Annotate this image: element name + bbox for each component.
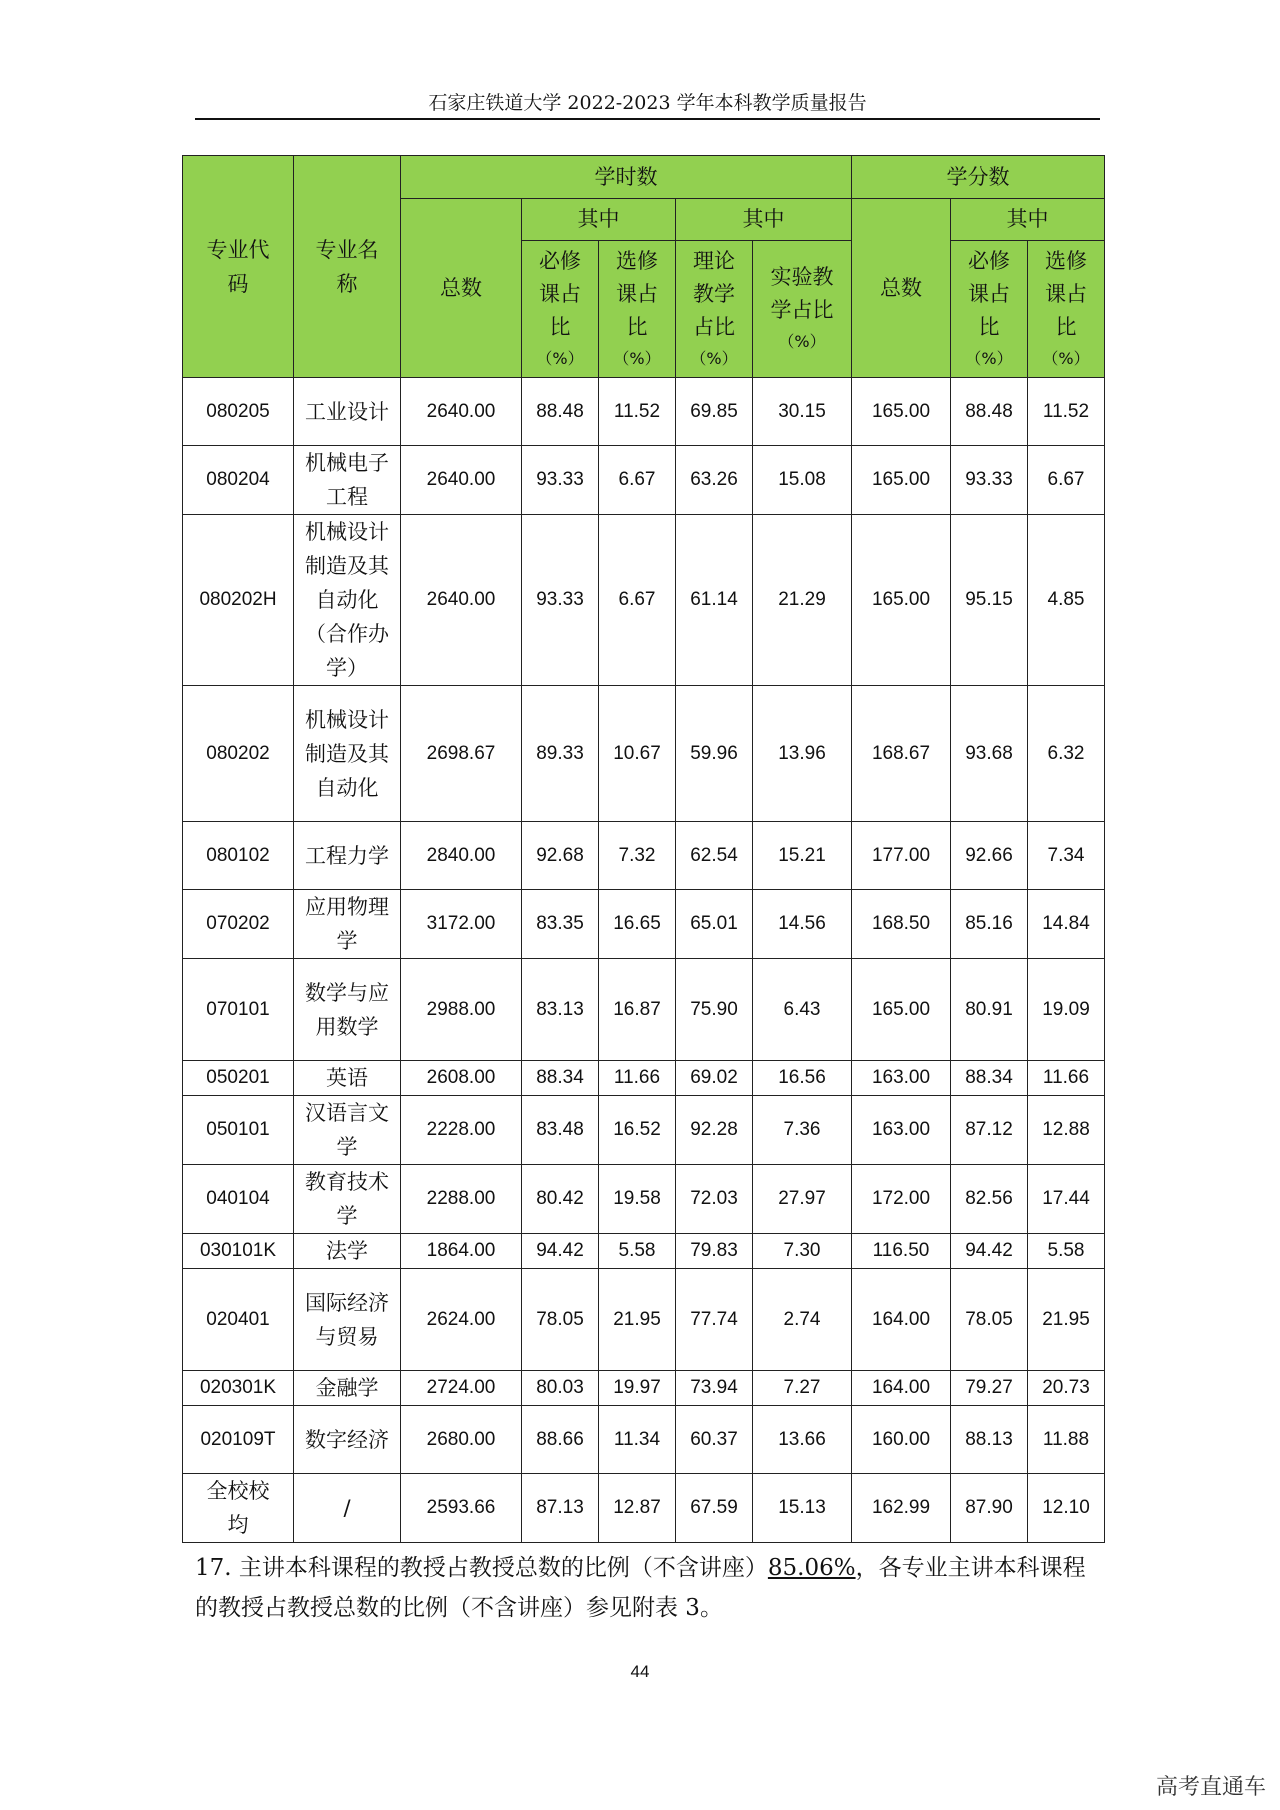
cell-c-req: 82.56 [951,1165,1028,1234]
cell-c-req: 94.42 [951,1234,1028,1269]
cell-h-req: 87.13 [522,1474,599,1543]
cell-h-req: 80.03 [522,1371,599,1406]
cell-name: 英语 [294,1061,401,1096]
cell-exp: 13.96 [753,686,852,822]
cell-h-ele: 19.58 [599,1165,676,1234]
cell-exp: 30.15 [753,378,852,446]
table-row [183,378,1105,446]
cell-h-ele: 16.87 [599,959,676,1061]
cell-theory: 59.96 [676,686,753,822]
cell-h-ele: 11.66 [599,1061,676,1096]
cell-name: 机械电子工程 [294,446,401,515]
cell-theory: 75.90 [676,959,753,1061]
cell-c-ele: 11.88 [1028,1406,1105,1474]
header-credits-required: 必修课占比 （%） [951,241,1028,378]
cell-theory: 67.59 [676,1474,753,1543]
table-row [183,515,1105,686]
header-divider [195,118,1100,120]
cell-c-total: 168.67 [852,686,951,822]
cell-theory: 61.14 [676,515,753,686]
table-row [183,1371,1105,1406]
cell-name: 数字经济 [294,1406,401,1474]
cell-theory: 62.54 [676,822,753,890]
cell-h-ele: 7.32 [599,822,676,890]
cell-c-total: 116.50 [852,1234,951,1269]
cell-h-req: 89.33 [522,686,599,822]
cell-c-ele: 4.85 [1028,515,1105,686]
cell-name: 教育技术学 [294,1165,401,1234]
cell-code: 020301K [183,1371,294,1406]
cell-code: 050101 [183,1096,294,1165]
cell-c-total: 164.00 [852,1269,951,1371]
report-header: 石家庄铁道大学 2022-2023 学年本科教学质量报告 [428,92,867,114]
cell-theory: 72.03 [676,1165,753,1234]
cell-theory: 60.37 [676,1406,753,1474]
cell-c-req: 80.91 [951,959,1028,1061]
header-code: 专业代码 [183,156,294,378]
cell-theory: 63.26 [676,446,753,515]
cell-h-total: 2698.67 [401,686,522,822]
paragraph-17 [195,1548,1105,1628]
cell-exp: 27.97 [753,1165,852,1234]
table-row [183,1096,1105,1165]
header-credits-elective: 选修课占比 （%） [1028,241,1105,378]
cell-h-ele: 5.58 [599,1234,676,1269]
cell-h-total: 1864.00 [401,1234,522,1269]
cell-code: 080205 [183,378,294,446]
cell-c-ele: 7.34 [1028,822,1105,890]
cell-name: 应用物理学 [294,890,401,959]
cell-h-ele: 11.52 [599,378,676,446]
cell-h-ele: 6.67 [599,446,676,515]
header-hours-elective: 选修课占比 （%） [599,241,676,378]
cell-c-total: 163.00 [852,1096,951,1165]
cell-c-req: 92.66 [951,822,1028,890]
cell-code: 020109T [183,1406,294,1474]
cell-c-req: 87.12 [951,1096,1028,1165]
cell-c-total: 172.00 [852,1165,951,1234]
cell-h-total: 2624.00 [401,1269,522,1371]
page-number: 44 [630,1662,650,1681]
table-row [183,446,1105,515]
cell-name: 机械设计制造及其自动化 [294,686,401,822]
table-row [183,1474,1105,1543]
cell-c-req: 79.27 [951,1371,1028,1406]
cell-theory: 79.83 [676,1234,753,1269]
cell-exp: 21.29 [753,515,852,686]
cell-exp: 13.66 [753,1406,852,1474]
table-row [183,890,1105,959]
header-credits-of-which: 其中 [951,199,1105,241]
cell-c-req: 88.48 [951,378,1028,446]
cell-h-ele: 16.65 [599,890,676,959]
cell-code: 030101K [183,1234,294,1269]
cell-c-req: 93.68 [951,686,1028,822]
cell-theory: 65.01 [676,890,753,959]
cell-c-req: 88.13 [951,1406,1028,1474]
cell-c-total: 168.50 [852,890,951,959]
cell-name: 工程力学 [294,822,401,890]
cell-exp: 6.43 [753,959,852,1061]
table-row [183,686,1105,822]
cell-c-ele: 17.44 [1028,1165,1105,1234]
cell-c-ele: 5.58 [1028,1234,1105,1269]
cell-h-total: 2640.00 [401,515,522,686]
cell-h-req: 92.68 [522,822,599,890]
cell-c-ele: 12.10 [1028,1474,1105,1543]
header-hours-of-which-2: 其中 [676,199,852,241]
cell-exp: 2.74 [753,1269,852,1371]
cell-c-ele: 6.32 [1028,686,1105,822]
cell-h-total: 2608.00 [401,1061,522,1096]
cell-c-total: 165.00 [852,515,951,686]
cell-c-total: 165.00 [852,446,951,515]
paragraph-prefix: 17. 主讲本科课程的教授占教授总数的比例（不含讲座） [195,1555,768,1581]
header-experiment: 实验教学占比 （%） [753,241,852,378]
paragraph-suffix: ，各专业主讲本科课程的教授占教授总数的比例（不含讲座）参见附表 3。 [195,1555,1086,1621]
cell-h-req: 83.48 [522,1096,599,1165]
paragraph-value: 85.06% [767,1555,856,1581]
header-hours-of-which-1: 其中 [522,199,676,241]
cell-h-ele: 11.34 [599,1406,676,1474]
cell-h-ele: 10.67 [599,686,676,822]
cell-theory: 69.85 [676,378,753,446]
cell-name: 汉语言文学 [294,1096,401,1165]
cell-h-total: 2593.66 [401,1474,522,1543]
table-row [183,959,1105,1061]
cell-h-total: 2724.00 [401,1371,522,1406]
cell-h-total: 3172.00 [401,890,522,959]
table-row [183,822,1105,890]
cell-h-ele: 19.97 [599,1371,676,1406]
header-hours-total: 总数 [401,199,522,378]
cell-name: 工业设计 [294,378,401,446]
cell-h-req: 88.66 [522,1406,599,1474]
cell-c-total: 162.99 [852,1474,951,1543]
cell-c-total: 165.00 [852,378,951,446]
cell-code: 080202H [183,515,294,686]
cell-h-ele: 12.87 [599,1474,676,1543]
cell-c-total: 177.00 [852,822,951,890]
cell-c-ele: 11.52 [1028,378,1105,446]
cell-h-req: 78.05 [522,1269,599,1371]
header-theory: 理论教学占比 （%） [676,241,753,378]
cell-exp: 7.36 [753,1096,852,1165]
cell-h-total: 2228.00 [401,1096,522,1165]
header-credits-group: 学分数 [852,156,1105,199]
cell-h-total: 2840.00 [401,822,522,890]
cell-code: 040104 [183,1165,294,1234]
cell-code: 070101 [183,959,294,1061]
cell-name: 机械设计制造及其自动化（合作办学） [294,515,401,686]
cell-h-req: 88.48 [522,378,599,446]
table-row [183,1406,1105,1474]
cell-h-ele: 6.67 [599,515,676,686]
cell-name: 数学与应用数学 [294,959,401,1061]
table-row [183,1234,1105,1269]
cell-c-ele: 6.67 [1028,446,1105,515]
cell-exp: 15.08 [753,446,852,515]
cell-h-total: 2640.00 [401,446,522,515]
header-hours-required: 必修课占比 （%） [522,241,599,378]
table-row [183,1165,1105,1234]
cell-c-total: 165.00 [852,959,951,1061]
cell-name: 法学 [294,1234,401,1269]
cell-h-req: 83.35 [522,890,599,959]
cell-h-total: 2680.00 [401,1406,522,1474]
cell-h-ele: 21.95 [599,1269,676,1371]
cell-h-req: 83.13 [522,959,599,1061]
cell-c-total: 160.00 [852,1406,951,1474]
header-hours-group: 学时数 [401,156,852,199]
cell-c-ele: 19.09 [1028,959,1105,1061]
cell-c-ele: 12.88 [1028,1096,1105,1165]
header-name: 专业名称 [294,156,401,378]
cell-exp: 15.21 [753,822,852,890]
cell-h-req: 88.34 [522,1061,599,1096]
cell-theory: 69.02 [676,1061,753,1096]
cell-code: 050201 [183,1061,294,1096]
cell-h-total: 2988.00 [401,959,522,1061]
cell-code: 020401 [183,1269,294,1371]
cell-code: 全校校均 [183,1474,294,1543]
cell-exp: 15.13 [753,1474,852,1543]
table-row [183,1061,1105,1096]
cell-name: 国际经济与贸易 [294,1269,401,1371]
cell-c-ele: 21.95 [1028,1269,1105,1371]
cell-name: / [294,1474,401,1543]
curriculum-table [182,155,1105,1543]
cell-h-total: 2288.00 [401,1165,522,1234]
cell-c-req: 87.90 [951,1474,1028,1543]
cell-code: 080102 [183,822,294,890]
cell-theory: 92.28 [676,1096,753,1165]
table-row [183,1269,1105,1371]
watermark: 高考直通车 [1155,1775,1266,1800]
cell-h-total: 2640.00 [401,378,522,446]
cell-c-req: 95.15 [951,515,1028,686]
cell-c-req: 85.16 [951,890,1028,959]
cell-h-req: 93.33 [522,515,599,686]
cell-code: 070202 [183,890,294,959]
cell-c-req: 88.34 [951,1061,1028,1096]
header-credits-total: 总数 [852,199,951,378]
cell-c-req: 93.33 [951,446,1028,515]
cell-c-ele: 11.66 [1028,1061,1105,1096]
cell-h-ele: 16.52 [599,1096,676,1165]
cell-code: 080202 [183,686,294,822]
cell-name: 金融学 [294,1371,401,1406]
cell-h-req: 94.42 [522,1234,599,1269]
cell-theory: 77.74 [676,1269,753,1371]
cell-h-req: 80.42 [522,1165,599,1234]
cell-theory: 73.94 [676,1371,753,1406]
cell-c-total: 163.00 [852,1061,951,1096]
cell-exp: 16.56 [753,1061,852,1096]
cell-c-ele: 14.84 [1028,890,1105,959]
cell-exp: 14.56 [753,890,852,959]
cell-c-total: 164.00 [852,1371,951,1406]
table-body [183,378,1105,1543]
cell-h-req: 93.33 [522,446,599,515]
cell-code: 080204 [183,446,294,515]
cell-exp: 7.30 [753,1234,852,1269]
cell-exp: 7.27 [753,1371,852,1406]
cell-c-ele: 20.73 [1028,1371,1105,1406]
cell-c-req: 78.05 [951,1269,1028,1371]
